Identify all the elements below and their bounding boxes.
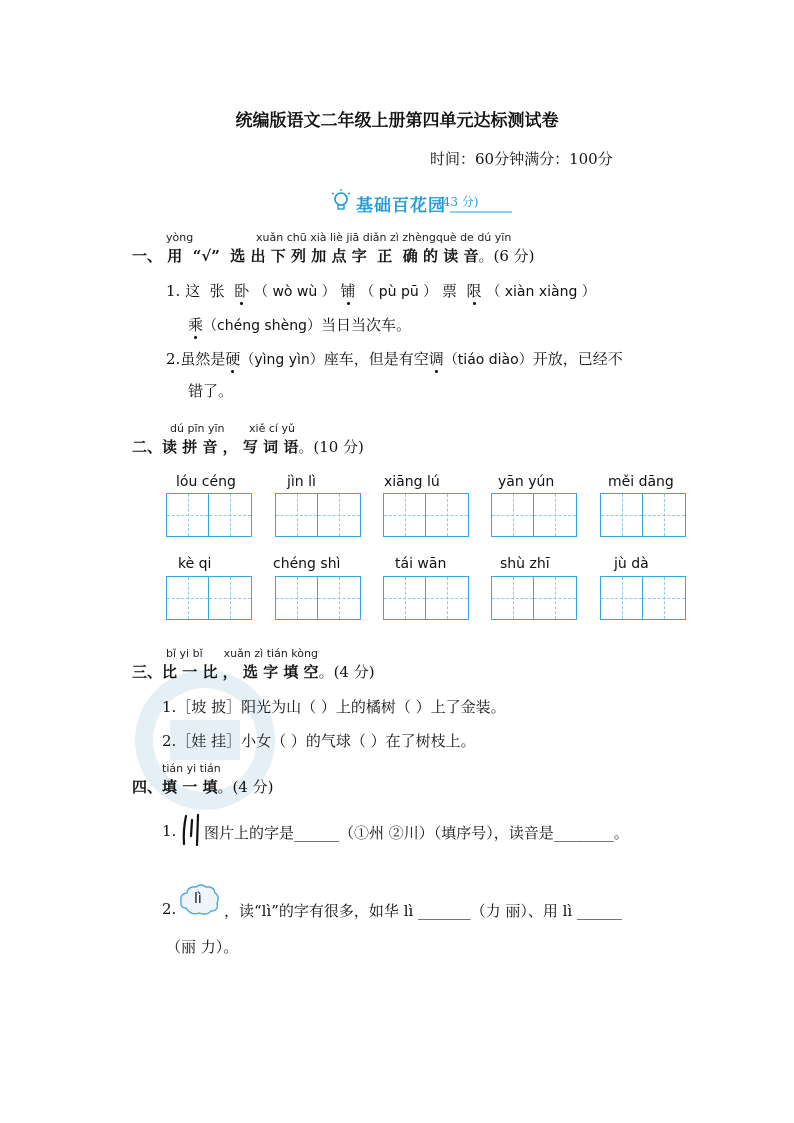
writing-grid[interactable] <box>275 493 361 537</box>
q3-pinyin: bǐ yi bǐ xuǎn zì tián kòng <box>166 647 318 660</box>
q1-item2-line1: 2.虽然是硬（yìng yìn）座车，但是有空调（tiáo diào）开放，已经不 <box>166 350 623 368</box>
q2-word-8: tái wān <box>395 556 447 572</box>
q1-item1-line2: 乘（chéng shèng）当日当次车。 <box>188 316 411 334</box>
q4-item2-line1: ，读“lì”的字有很多，如华 lì _______（力 丽）、用 lì ______ <box>224 902 622 920</box>
writing-grid[interactable] <box>275 576 361 620</box>
q2-word-3: xiāng lú <box>384 474 440 490</box>
q4-item2-line2: （丽 力）。 <box>166 938 239 956</box>
q3-item1: 1.［坡 披］阳光为山（ ）上的橘树（ ）上了金装。 <box>162 698 506 716</box>
page-title: 统编版语文二年级上册第四单元达标测试卷 <box>235 111 559 131</box>
q4-heading: 四、填 一 填。(4 分) <box>132 778 274 796</box>
q3-heading: 三、比 一 比 ， 选 字 填 空。(4 分) <box>132 663 375 681</box>
cloud-text: lì <box>194 891 202 907</box>
q3-item2: 2.［娃 挂］小女（ ）的气球（ ）在了树枝上。 <box>162 732 476 750</box>
q1-item2-line2: 错了。 <box>188 382 234 400</box>
q1-pinyin-rest: xuǎn chū xià liè jiā diǎn zì zhèngquè de dú yīn <box>256 231 512 244</box>
writing-grid[interactable] <box>600 493 686 537</box>
q2-word-7: chéng shì <box>273 556 341 572</box>
q1-item1-line1: 1. 这 张 卧 （ wò wù ） 铺 （ pù pū ） 票 限 （ xiàn xiàng ） <box>166 282 596 300</box>
q2-word-5: měi dāng <box>608 474 674 490</box>
q4-item2-num: 2. <box>162 900 177 918</box>
q2-word-4: yān yún <box>498 474 555 490</box>
banner-underline <box>450 211 512 213</box>
q2-word-10: jù dà <box>614 556 649 572</box>
banner-title: 基础百花园 <box>356 196 446 216</box>
writing-grid[interactable] <box>383 576 469 620</box>
q2-word-2: jìn lì <box>287 474 316 490</box>
q2-word-6: kè qi <box>178 556 212 572</box>
q1-heading: 一、 用 “√” 选 出 下 列 加 点 字 正 确 的 读 音。(6 分) <box>132 247 535 265</box>
writing-grid[interactable] <box>491 493 577 537</box>
writing-grid[interactable] <box>383 493 469 537</box>
q2-heading: 二、读 拼 音 ， 写 词 语。(10 分) <box>132 438 364 456</box>
lightbulb-icon <box>330 189 352 213</box>
q4-pinyin: tián yi tián <box>162 762 221 775</box>
writing-grid[interactable] <box>600 576 686 620</box>
q2-word-1: lóu céng <box>176 474 236 490</box>
q4-item1: 1. <box>162 822 177 840</box>
section-banner <box>330 189 512 216</box>
q1-pinyin-yong: yòng <box>166 231 194 244</box>
exam-meta: 时间：60分钟满分：100分 <box>430 150 613 168</box>
chuan-glyph-image <box>181 812 203 848</box>
q2-word-9: shù zhī <box>500 556 550 572</box>
writing-grid[interactable] <box>491 576 577 620</box>
writing-grid[interactable] <box>166 576 252 620</box>
writing-grid[interactable] <box>166 493 252 537</box>
q2-pinyin: dú pīn yīn xiě cí yǔ <box>170 422 295 435</box>
q4-item1-text: 图片上的字是______（①州 ②川）（填序号），读音是________。 <box>204 824 629 842</box>
banner-points: (43 分) <box>438 195 479 209</box>
